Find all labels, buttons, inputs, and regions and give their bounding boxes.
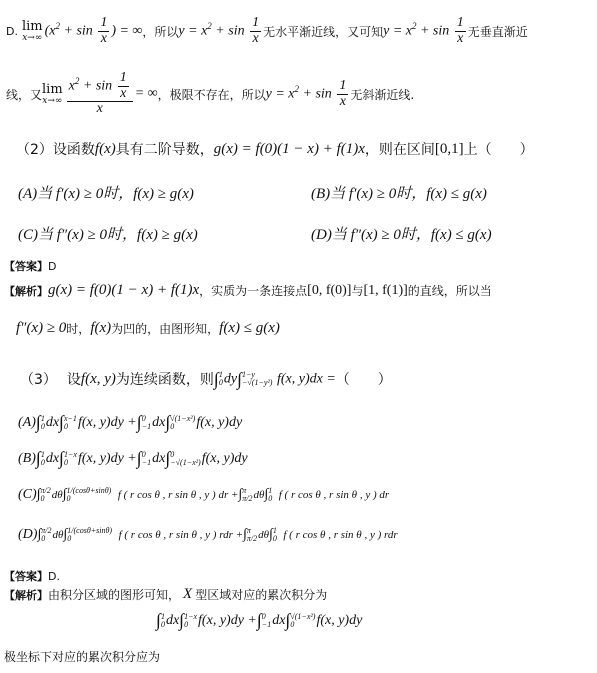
q2-g: g(x) = f(0)(1 − x) + f(1)x [213, 140, 365, 157]
q2-analysis-2 [16, 320, 280, 337]
analysis-label: 【解析】 [4, 588, 48, 602]
q3-stem [20, 362, 392, 396]
q3-t1: 设 [66, 372, 81, 388]
q2-analysis [4, 282, 492, 299]
p1-text3: 无垂直渐近 [467, 24, 528, 39]
q3-t3: （ ） [335, 372, 392, 388]
q3-t2: 为连续函数，则 [115, 372, 214, 388]
analysis-t3: 的直线，所以当 [407, 284, 492, 298]
analysis-t1: ，实质为一条连接点 [199, 284, 308, 298]
p1b-expr2: $y = x^2 + \sin$ $\frac{1}{x}$ [265, 77, 347, 109]
p1b-text2: ，极限不存在，所以 [157, 87, 266, 102]
q2-option-d: (D)当 f″(x) ≥ 0时，f(x) ≤ g(x) [311, 227, 492, 243]
analysis-point1: [0, f(0)] [307, 282, 352, 298]
q3-last-line: 极坐标下对应的累次积分应为 [4, 650, 161, 664]
answer-label: 【答案】 [4, 570, 48, 583]
analysis-label: 【解析】 [4, 284, 48, 298]
q3-option-c: (C) ∫ π/2 0 dθ ∫ 1/(cosθ+sinθ) 0 f ( r cos θ , r sin θ , y ) dr + ∫ π π/2 dθ ∫ 1 0 f ( r cos θ , r sin θ , y ) dr [18, 486, 390, 503]
analysis-expr: g(x) = f(0)(1 − x) + f(1)x [48, 282, 200, 298]
q3-analysis [4, 586, 327, 603]
q3-option-d: (D) ∫ π/2 0 dθ ∫ 1/(cosθ+sinθ) 0 f ( r cos θ , r sin θ , y ) rdr + ∫ π π/2 dθ ∫ 1 0 f ( r cos θ , r sin θ , y ) rdr [18, 526, 398, 543]
q2-t3: ，则在区间 [364, 142, 435, 158]
answer-value: D. [48, 570, 60, 583]
answer-label: 【答案】 [4, 260, 48, 273]
p1b-line: 线，又 lim x→∞ $x^2 + \sin$ $\frac{1}{x}$ x = ∞ ，极限不存在，所以 $y = x^2 + \sin$ $\frac{1}{x}$ 无斜渐近线. [6, 69, 415, 117]
q2-option-b: (B)当 f′(x) ≥ 0时，f(x) ≤ g(x) [311, 186, 487, 202]
p1b-text1: 线，又 [6, 87, 43, 102]
q2-f: f(x) [94, 140, 116, 157]
q3-option-b: (B) ∫ 1 0 dx ∫ 1−x 0 f(x, y)dy + ∫ 0 −1 dx ∫ 0 −√(1−x²) f(x, y)dy [18, 448, 248, 468]
q2-option-a: (A)当 f′(x) ≥ 0时，f(x) ≥ g(x) [18, 186, 194, 202]
p1-expr2: $y = x^2 + \sin$ $\frac{1}{x}$ [178, 14, 260, 46]
p1-expr1: ($x^2 + \sin$ $\frac{1}{x}$ ) = ∞ [44, 14, 143, 46]
q2-t1: 设函数 [52, 142, 95, 158]
analysis-point2: [1, f(1)] [363, 282, 408, 298]
analysis2-expr: f″(x) ≥ 0 [16, 320, 67, 336]
analysis-t1: 由积分区域的图形可知， [48, 588, 181, 602]
limit-symbol: lim x→∞ [42, 82, 63, 106]
p1-text1: ，所以 [142, 24, 179, 39]
q2-t4: 上（ ） [463, 142, 534, 158]
p1-expr3: $y = x^2 + \sin$ $\frac{1}{x}$ [383, 14, 464, 46]
analysis-x: X [183, 586, 193, 602]
q3-f: f(x, y) [80, 370, 116, 387]
q3-integral: ∫ 1 0 dy∫ 1−y −√(1−y²) f(x, y)dx = [213, 368, 336, 389]
analysis2-t2: 为凹的，由图形知， [111, 322, 220, 336]
p1b-text3: 无斜渐近线. [350, 87, 415, 102]
p1b-fraction: $x^2 + \sin$ $\frac{1}{x}$ x [67, 71, 133, 117]
limit-symbol: lim x→∞ [21, 19, 43, 43]
analysis2-f: f(x) [90, 320, 112, 336]
q3-answer [4, 568, 60, 584]
q2-answer [4, 258, 56, 274]
q3-option-a: (A) ∫ 1 0 dx ∫ x−1 0 f(x, y)dy + ∫ 0 −1 dx ∫ √(1−x²) 0 f(x, y)dy [18, 412, 243, 432]
q2-t2: 具有二阶导数， [115, 142, 214, 158]
q2-option-c: (C)当 f″(x) ≥ 0时，f(x) ≥ g(x) [18, 227, 198, 243]
q2-stem [16, 138, 534, 160]
answer-value: D [48, 260, 57, 273]
q2-number: （2） [16, 142, 53, 158]
analysis2-result: f(x) ≤ g(x) [219, 320, 280, 336]
analysis-t2: 型区域对应的累次积分为 [195, 588, 328, 602]
p1-text2: 无水平渐近线，又可知 [263, 24, 384, 39]
p1-label: D. [6, 24, 18, 38]
analysis2-t1: 时， [66, 322, 91, 336]
p1-line [6, 14, 528, 48]
analysis-t2: 与 [351, 284, 364, 298]
q3-analysis-formula: ∫ 1 0 dx ∫ 1−x 0 f(x, y)dy + ∫ 0 −1 dx ∫ √(1−x²) 0 f(x, y)dy [156, 610, 363, 630]
q2-interval: [0,1] [434, 140, 464, 157]
q3-number: （3） [20, 372, 57, 388]
